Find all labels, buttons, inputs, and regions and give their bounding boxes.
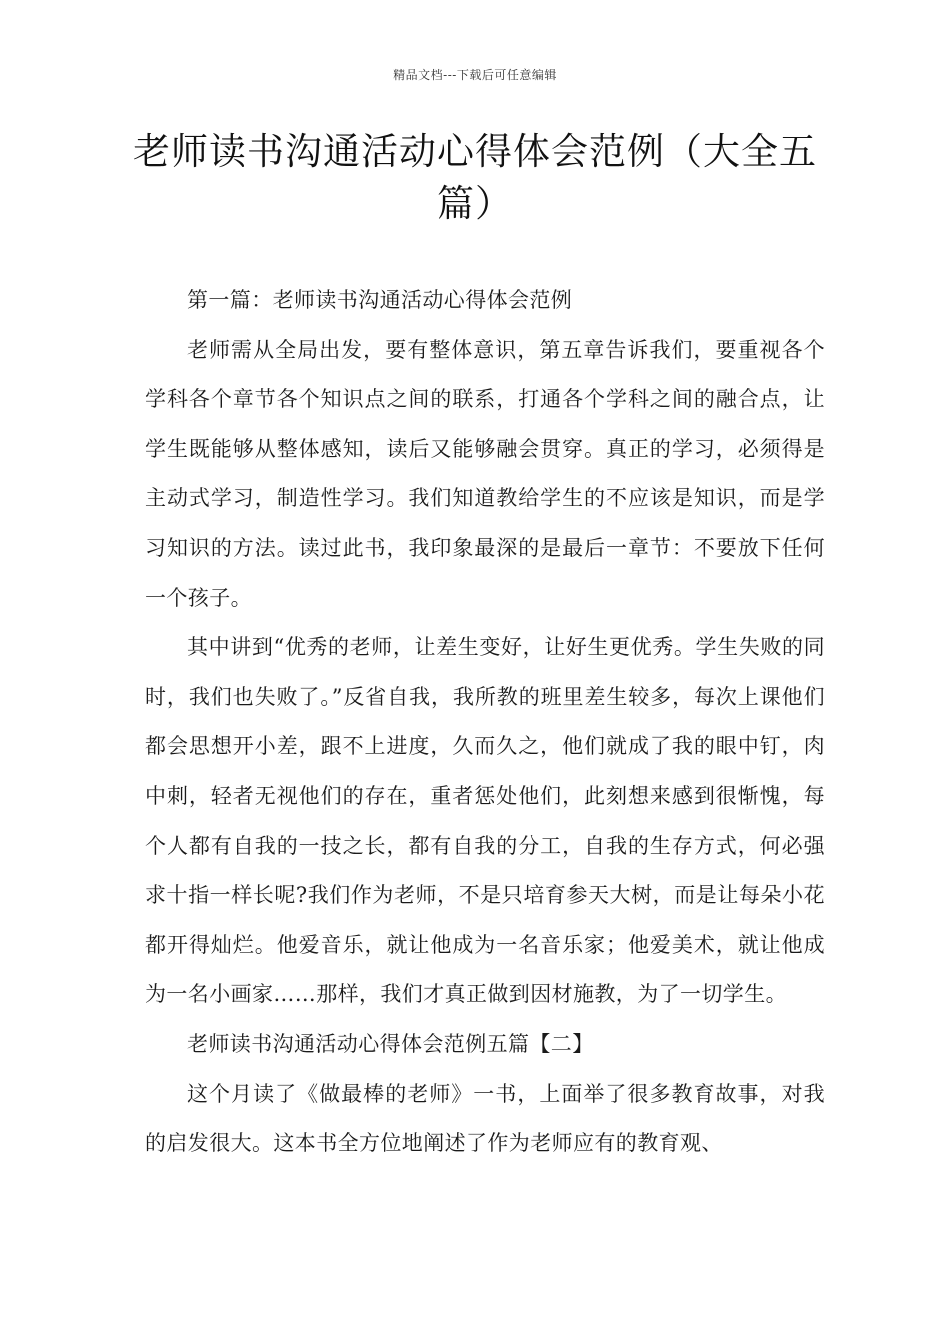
document-title: 老师读书沟通活动心得体会范例（大全五篇） — [133, 130, 817, 225]
section-heading-2: 老师读书沟通活动心得体会范例五篇【二】 — [187, 1031, 594, 1056]
paragraph-2: 其中讲到“优秀的老师，让差生变好，让好生更优秀。学生失败的同时，我们也失败了。”反省自我，我所教的班里差生较多，每次上课他们都会思想开小差，跟不上进度，久而久之，他们就成了我的眼中钉，肉中刺，轻者无视他们的存在，重者惩处他们，此刻想来感到很惭愧，每个人都有自我的一技之长，都有自我的分工，自我的生存方式，何必强求十指一样长呢?我们作为老师，不是只培育参天大树，而是让每朵小花都开得灿烂。他爱音乐，就让他成为一名音乐家；他爱美术，就让他成为一名小画家……那样，我们才真正做到因材施教，为了一切学生。 — [145, 635, 825, 1007]
paragraph-1: 老师需从全局出发，要有整体意识，第五章告诉我们，要重视各个学科各个章节各个知识点之间的联系，打通各个学科之间的融合点，让学生既能够从整体感知，读后又能够融会贯穿。真正的学习，必须得是主动式学习，制造性学习。我们知道教给学生的不应该是知识，而是学习知识的方法。读过此书，我印象最深的是最后一章节：不要放下任何一个孩子。 — [145, 337, 825, 610]
section-heading-1: 第一篇：老师读书沟通活动心得体会范例 — [187, 288, 573, 312]
paragraph-3: 这个月读了《做最棒的老师》一书，上面举了很多教育故事，对我的启发很大。这本书全方位地阐述了作为老师应有的教育观、 — [145, 1081, 825, 1156]
header-note: 精品文档---下载后可任意编辑 — [393, 68, 557, 82]
document-body — [145, 276, 825, 1169]
